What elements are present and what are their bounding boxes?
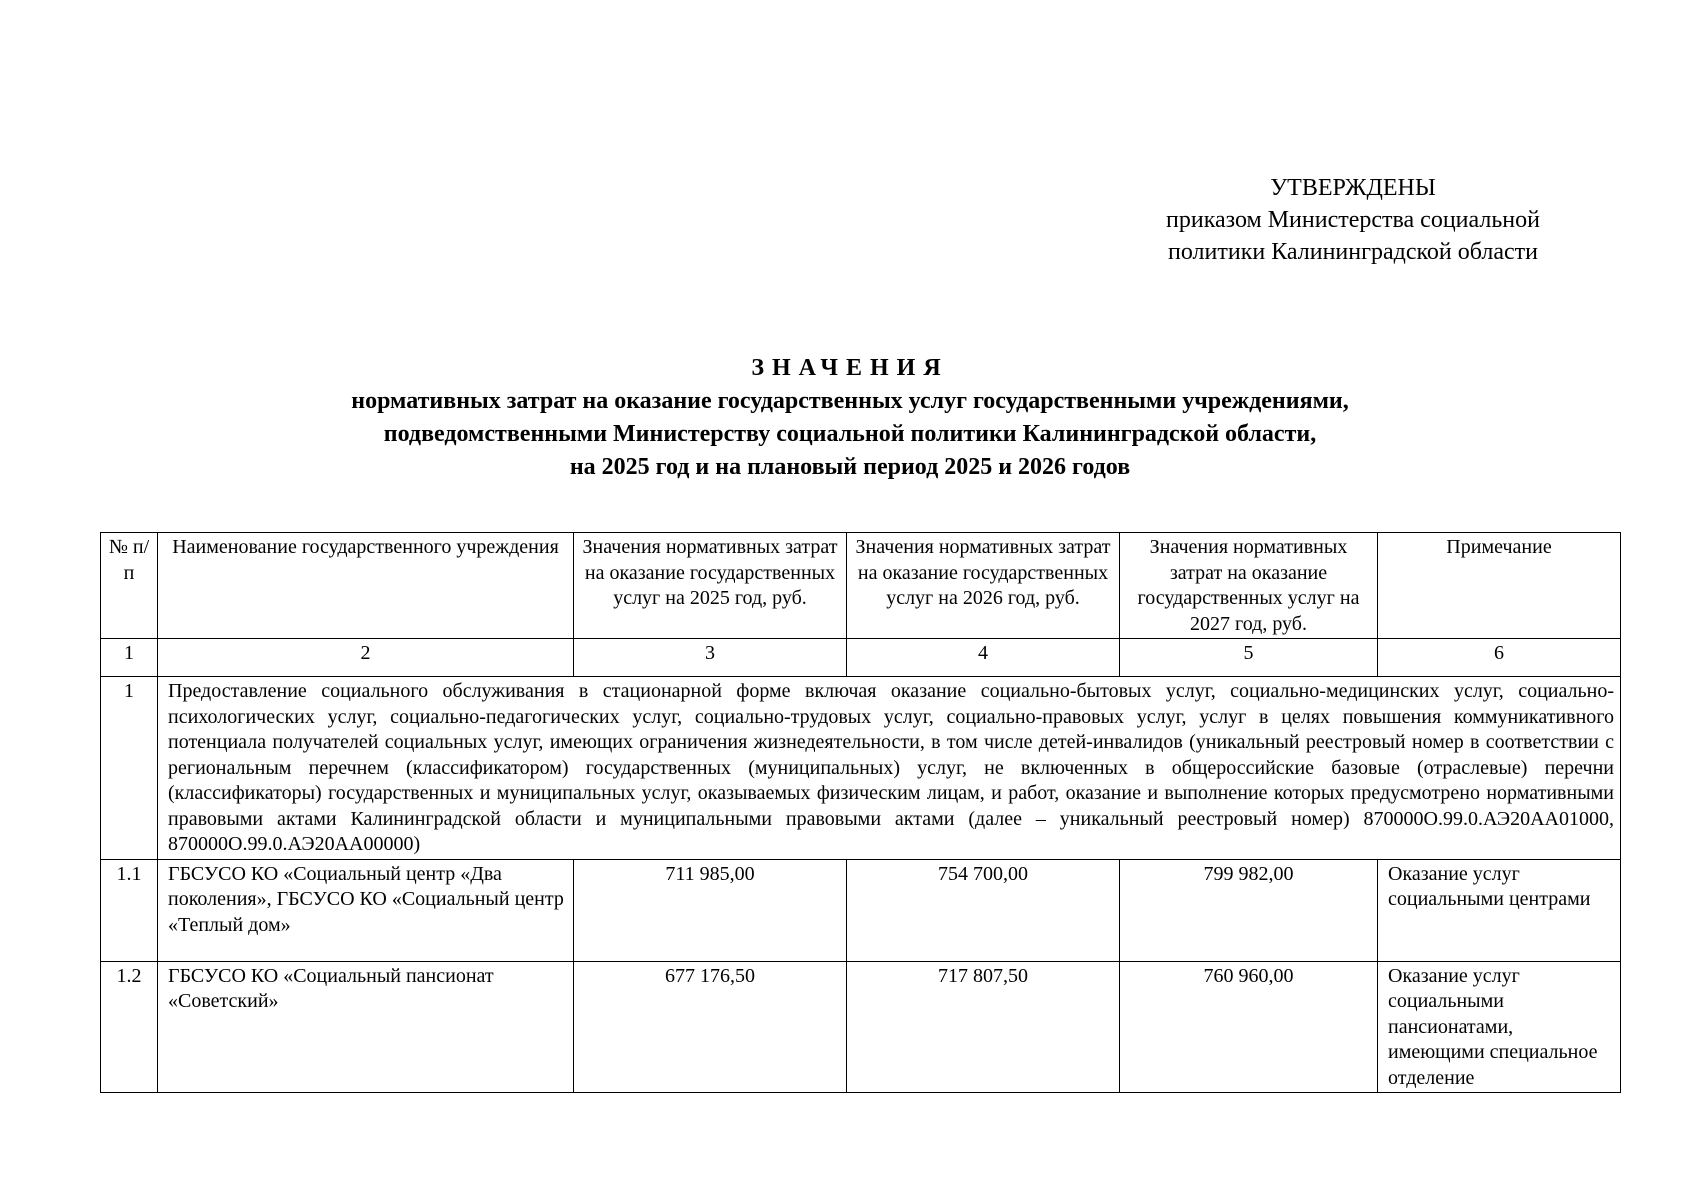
row-note: Оказание услуг социальными центрами: [1378, 859, 1621, 961]
table-header-row: [101, 533, 1621, 639]
value-2025: 711 985,00: [574, 859, 847, 961]
row-note: Оказание услуг социальными пансионатами, имеющими специальное отделение: [1378, 961, 1621, 1093]
column-number: 2: [158, 639, 574, 677]
norms-table: [100, 532, 1621, 1093]
approval-line-3: политики Калининградской области: [1168, 239, 1538, 265]
title-line-3: на 2025 год и на плановый период 2025 и 2026 годов: [569, 454, 1131, 480]
value-2026: 717 807,50: [847, 961, 1120, 1093]
section-description: Предоставление социального обслуживания в стационарной форме включая оказание социально-бытовых услуг, социально-медицинских услуг, социально-психологических услуг, социально-педагогических услуг, социально-трудовых услуг, социально-правовых услуг, услуг в целях повышения коммуникативного потенциала получателей социальных услуг, имеющих ограничения жизнедеятельности, в том числе детей-инвалидов (уникальный реестровый номер в соответствии с региональным перечнем (классификатором) государственных (муниципальных) услуг, не включенных в общероссийские базовые (отраслевые) перечни (классификаторы) государственных и муниципальных услуг, оказываемых физическим лицам, и работ, оказание и выполнение которых предусмотрено нормативными правовыми актами Калининградской области и муниципальными правовыми актами (далее – уникальный реестровый номер) 870000О.99.0.АЭ20АА01000, 870000О.99.0.АЭ20АА00000): [158, 677, 1621, 860]
title-line-2: подведомственными Министерству социальной политики Калининградской области,: [383, 421, 1317, 447]
header-note: Примечание: [1378, 533, 1621, 639]
header-2026: Значения нормативных затрат на оказание государственных услуг на 2026 год, руб.: [847, 533, 1120, 639]
row-number: 1.1: [101, 859, 158, 961]
institution-name: ГБСУСО КО «Социальный пансионат «Советский»: [158, 961, 574, 1093]
title-main: ЗНАЧЕНИЯ: [751, 355, 949, 381]
table-row: [101, 859, 1621, 961]
column-number: 6: [1378, 639, 1621, 677]
header-2027: Значения нормативных затрат на оказание государственных услуг на 2027 год, руб.: [1120, 533, 1378, 639]
column-number: 3: [574, 639, 847, 677]
document-title: [100, 352, 1600, 484]
approval-stamp: [1128, 172, 1578, 268]
approval-line-2: приказом Министерства социальной: [1166, 207, 1540, 233]
column-number-row: [101, 639, 1621, 677]
header-institution: Наименование государственного учреждения: [158, 533, 574, 639]
column-number: 4: [847, 639, 1120, 677]
institution-name: ГБСУСО КО «Социальный центр «Два поколения», ГБСУСО КО «Социальный центр «Теплый дом»: [158, 859, 574, 961]
title-line-1: нормативных затрат на оказание государственных услуг государственными учреждениями,: [351, 388, 1349, 414]
approval-heading: УТВЕРЖДЕНЫ: [1270, 175, 1436, 201]
header-number: № п/п: [101, 533, 158, 639]
value-2027: 799 982,00: [1120, 859, 1378, 961]
value-2025: 677 176,50: [574, 961, 847, 1093]
header-2025: Значения нормативных затрат на оказание государственных услуг на 2025 год, руб.: [574, 533, 847, 639]
table-row: [101, 961, 1621, 1093]
row-number: 1.2: [101, 961, 158, 1093]
column-number: 5: [1120, 639, 1378, 677]
value-2027: 760 960,00: [1120, 961, 1378, 1093]
column-number: 1: [101, 639, 158, 677]
section-row: [101, 677, 1621, 860]
section-number: 1: [101, 677, 158, 860]
value-2026: 754 700,00: [847, 859, 1120, 961]
